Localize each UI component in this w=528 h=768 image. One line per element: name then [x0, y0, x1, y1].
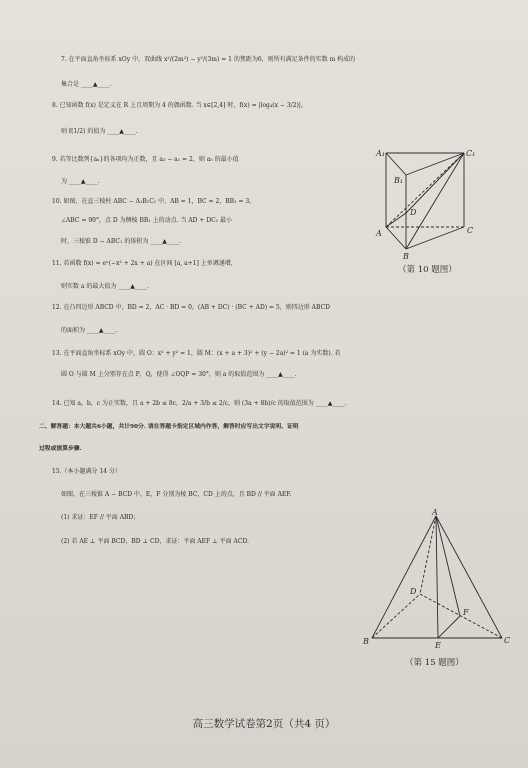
- question-14: 14. 已知 a，b，c 为正实数，且 a + 2b ≤ 8c，2/a + 3/b ≤ 2/c，则 (3a + 8b)/c 的取值范围为 ____▲____.: [52, 400, 347, 407]
- figure-10-prism: [372, 145, 482, 265]
- figure-15-tetrahedron: [362, 508, 512, 650]
- fig15-label-e: E: [435, 641, 441, 650]
- question-11-line-2: 则实数 a 的最大值为 ____▲____.: [61, 283, 149, 290]
- question-12-line-1: 12. 在凸四边形 ABCD 中，BD = 2，AC · BD = 0，(AB + DC) · (BC + AD) = 5，则四边形 ABCD: [52, 304, 330, 311]
- question-12-line-2: 的面积为 ____▲____.: [61, 327, 118, 334]
- question-15-part-1: (1) 求证：EF // 平面 ABD；: [61, 514, 140, 521]
- question-10-line-3: 时，三棱锥 D − ABC₁ 的体积为 ____▲____.: [61, 238, 181, 245]
- question-7-line-2: 集合是 ____▲____.: [61, 81, 112, 88]
- question-9-line-1: 9. 若等比数列{aₙ}的各项均为正数，且 a₃ − a₁ = 2，则 a₅ 的最小值: [52, 156, 239, 163]
- section-2-heading-line-1: 二、解答题：本大题共6小题，共计90分. 请在答题卡指定区域内作答，解答时应写出文字说明、证明: [39, 424, 299, 430]
- fig15-label-f: F: [463, 608, 469, 617]
- question-13-line-1: 13. 在平面直角坐标系 xOy 中，圆 O：x² + y² = 1，圆 M：(x + a + 3)² + (y − 2a)² = 1 (a 为实数). 若: [52, 350, 341, 357]
- question-8-line-1: 8. 已知函数 f(x) 是定义在 R 上且周期为 4 的偶函数. 当 x∈[2,4] 时，f(x) = |log₄(x − 3/2)|，: [52, 102, 307, 109]
- section-2-heading-line-2: 过程或演算步骤.: [39, 446, 82, 452]
- question-11-line-1: 11. 若函数 f(x) = eˣ(−x² + 2x + a) 在区间 [a, a+1] 上单调递增，: [52, 260, 237, 267]
- question-10-line-1: 10. 如图，在直三棱柱 ABC − A₁B₁C₁ 中，AB = 1，BC = 2，BB₁ = 3，: [52, 198, 256, 205]
- figure-15-caption: （第 15 题图）: [405, 658, 464, 668]
- fig15-label-b: B: [363, 637, 369, 646]
- question-10-line-2: ∠ABC = 90°，点 D 为侧棱 BB₁ 上的动点. 当 AD + DC₁ 最小: [61, 217, 233, 224]
- figure-10-caption: （第 10 题图）: [398, 265, 457, 275]
- fig10-label-b1: B₁: [394, 176, 404, 185]
- question-8-line-2: 则 f(1/2) 的值为 ____▲____.: [61, 128, 138, 135]
- question-13-line-2: 圆 O 与圆 M 上分别存在点 P，Q，使得 ∠OQP = 30°，则 a 的取值范围为 ____▲____.: [61, 371, 297, 378]
- fig10-label-c1: C₁: [466, 149, 476, 158]
- question-9-line-2: 为 ____▲____.: [61, 178, 100, 185]
- fig15-label-c: C: [504, 636, 511, 645]
- fig15-label-d: D: [410, 587, 417, 596]
- fig10-label-d: D: [410, 208, 417, 217]
- question-15-part-2: (2) 若 AE ⊥ 平面 BCD，BD ⊥ CD，求证：平面 AEF ⊥ 平面 ACD.: [61, 538, 249, 545]
- fig10-label-a: A: [376, 229, 382, 238]
- fig15-label-a: A: [432, 508, 438, 517]
- page-footer: 高三数学试卷第2页（共4 页）: [192, 718, 336, 730]
- question-15-title: 15.（本小题满分 14 分）: [52, 468, 121, 475]
- question-15-intro: 如图，在三棱锥 A − BCD 中，E，F 分别为棱 BC，CD 上的点，且 BD // 平面 AEF.: [61, 491, 292, 498]
- fig10-label-b: B: [403, 252, 409, 261]
- fig10-label-c: C: [467, 226, 474, 235]
- question-7-line-1: 7. 在平面直角坐标系 xOy 中，双曲线 x²/(2m²) − y²/(3m) = 1 的焦距为6，则所有满足条件的实数 m 构成的: [61, 56, 356, 63]
- fig10-label-a1: A₁: [376, 149, 385, 158]
